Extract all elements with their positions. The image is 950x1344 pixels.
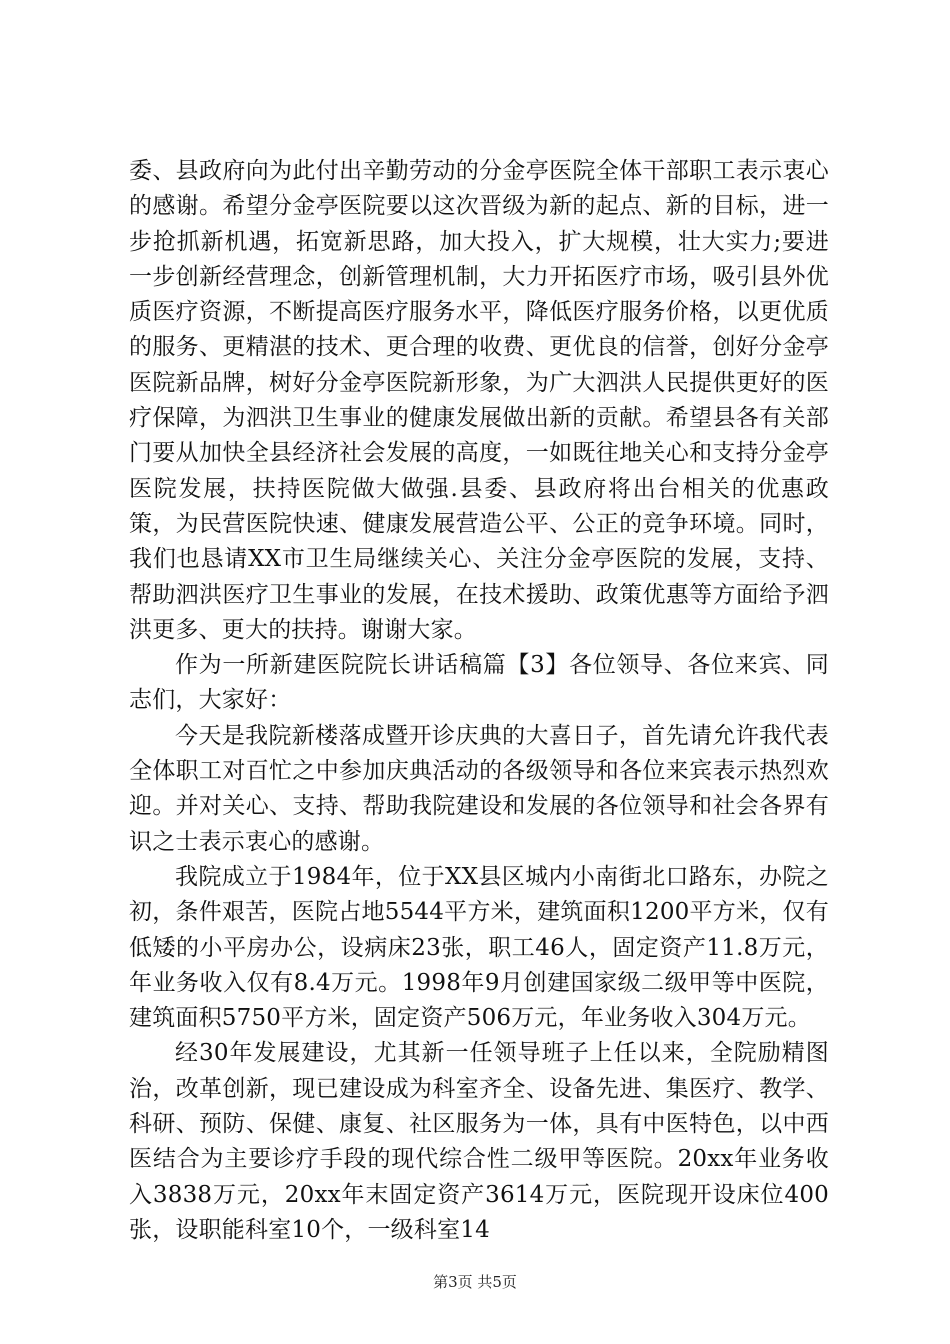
paragraph-speech-title: 作为一所新建医院院长讲话稿篇【3】各位领导、各位来宾、同志们，大家好： bbox=[129, 652, 829, 714]
paragraph-development: 经30年发展建设，尤其新一任领导班子上任以来，全院励精图治，改革创新，现已建设成为科室齐全、设备先进、集医疗、教学、科研、预防、保健、康复、社区服务为一体，具有中医特色，以中西医结合为主要诊疗手段的现代综合性二级甲等医院。20xx年业务收入3838万元，20xx年末固定资产3614万元，医院现开设床位400张，设职能科室10个，一级科室14 bbox=[129, 1040, 829, 1243]
document-body bbox=[129, 154, 829, 1248]
paragraph-welcome: 今天是我院新楼落成暨开诊庆典的大喜日子，首先请允许我代表全体职工对百忙之中参加庆典活动的各级领导和各位来宾表示热烈欢迎。并对关心、支持、帮助我院建设和发展的各位领导和社会各界有识之士表示衷心的感谢。 bbox=[129, 722, 829, 855]
paragraph-continuation: 委、县政府向为此付出辛勤劳动的分金亭医院全体干部职工表示衷心的感谢。希望分金亭医院要以这次晋级为新的起点、新的目标，进一步抢抓新机遇，拓宽新思路，加大投入，扩大规模，壮大实力;要进一步创新经营理念，创新管理机制，大力开拓医疗市场，吸引县外优质医疗资源，不断提高医疗服务水平，降低医疗服务价格，以更优质的服务、更精湛的技术、更合理的收费、更优良的信誉，创好分金亭医院新品牌，树好分金亭医院新形象，为广大泗洪人民提供更好的医疗保障，为泗洪卫生事业的健康发展做出新的贡献。希望县各有关部门要从加快全县经济社会发展的高度，一如既往地关心和支持分金亭医院发展，扶持医院做大做强.县委、县政府将出台相关的优惠政策，为民营医院快速、健康发展营造公平、公正的竞争环境。同时，我们也恳请XX市卫生局继续关心、关注分金亭医院的发展，支持、帮助泗洪医疗卫生事业的发展，在技术援助、政策优惠等方面给予泗洪更多、更大的扶持。谢谢大家。 bbox=[129, 158, 829, 643]
paragraph-history: 我院成立于1984年，位于XX县区城内小南街北口路东，办院之初，条件艰苦，医院占地5544平方米，建筑面积1200平方米，仅有低矮的小平房办公，设病床23张，职工46人，固定资产11.8万元，年业务收入仅有8.4万元。1998年9月创建国家级二级甲等中医院，建筑面积5750平方米，固定资产506万元，年业务收入304万元。 bbox=[129, 863, 829, 1032]
page-footer: 第3页 共5页 bbox=[433, 1273, 517, 1291]
